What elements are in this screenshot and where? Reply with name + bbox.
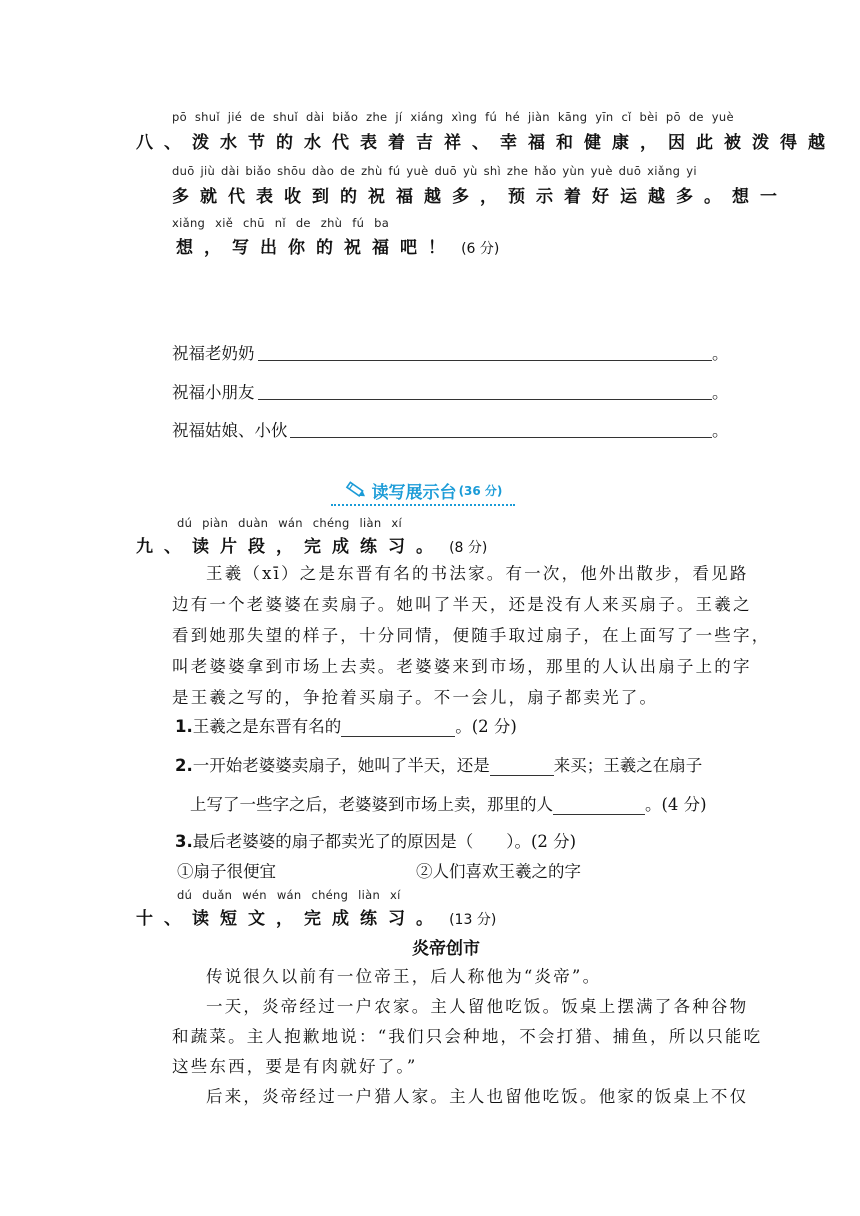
q9-option-2[interactable]: ②人们喜欢王羲之的字	[416, 862, 581, 881]
q8-pinyin-line3: xiǎng xiě chū nǐ de zhù fú ba	[172, 216, 390, 230]
q8-answer-line-1[interactable]	[258, 360, 712, 361]
q9-score: (8 分)	[449, 540, 488, 556]
q9-pinyin: dú piàn duàn wán chéng liàn xí	[177, 516, 403, 530]
q8-blank-end-1: 。	[712, 344, 731, 363]
section-title: 读写展示台	[371, 482, 457, 503]
q10-passage-line: 传说很久以前有一位帝王，后人称他为“炎帝”。	[206, 967, 602, 986]
q10-passage-line: 这些东西，要是有肉就好了。”	[172, 1057, 418, 1076]
q9-passage-line: 王羲（xī）之是东晋有名的书法家。有一次，他外出散步，看见路	[206, 564, 749, 583]
q10-passage-line: 和蔬菜。主人抱歉地说：“我们只会种地，不会打猎、捕鱼，所以只能吃	[172, 1027, 763, 1046]
q8-pinyin-line1: pō shuǐ jié de shuǐ dài biǎo zhe jí xiáng xìng fú hé jiàn kāng yīn cǐ bèi pō de yuè	[172, 110, 734, 124]
q9-passage-line: 看到她那失望的样子，十分同情，便随手取过扇子，在上面写了一些字，	[172, 626, 771, 645]
q10-score: (13 分)	[449, 912, 497, 928]
q10-passage-line: 后来，炎帝经过一户猎人家。主人也留他吃饭。他家的饭桌上不仅	[206, 1087, 749, 1106]
q9-option-1[interactable]: ①扇子很便宜	[177, 862, 276, 881]
q8-blank-end-2: 。	[712, 383, 731, 402]
q9-item-2-blank-1[interactable]	[490, 774, 554, 776]
q9-passage-line: 叫老婆婆拿到市场上去卖。老婆婆来到市场，那里的人认出扇子上的字	[172, 657, 752, 676]
q9-item-2: 2.一开始老婆婆卖扇子，她叫了半天，还是 来买；王羲之在扇子	[175, 756, 703, 775]
q8-blank-label-3: 祝福姑娘、小伙	[172, 421, 288, 440]
q8-text-line1: 八、泼水节的水代表着吉祥、幸福和健康，因此被泼得越	[136, 133, 836, 153]
q10-passage-line: 一天，炎帝经过一户农家。主人留他吃饭。饭桌上摆满了各种谷物	[206, 997, 749, 1016]
q9-heading: 九、读片段，完成练习。	[136, 537, 444, 557]
q10-pinyin: dú duǎn wén wán chéng liàn xí	[177, 888, 401, 902]
q10-heading: 十、读短文，完成练习。	[136, 909, 444, 929]
q9-item-3: 3.最后老婆婆的扇子都卖光了的原因是（ ）。(2 分)	[175, 832, 577, 851]
q9-item-1-blank[interactable]	[341, 735, 455, 737]
q8-answer-line-2[interactable]	[258, 399, 712, 400]
q8-blank-end-3: 。	[712, 421, 731, 440]
q9-item-2-blank-2[interactable]	[553, 813, 645, 815]
q8-blank-label-1: 祝福老奶奶	[172, 344, 255, 363]
section-score: (36 分)	[458, 483, 503, 498]
q9-item-2-cont: 上写了一些字之后，老婆婆到市场上卖，那里的人 。(4 分)	[190, 795, 707, 814]
q9-passage-line: 边有一个老婆婆在卖扇子。她叫了半天，还是没有人来买扇子。王羲之	[172, 595, 752, 614]
q8-answer-line-3[interactable]	[290, 437, 712, 438]
q8-pinyin-line2: duō jiù dài biǎo shōu dào de zhù fú yuè duō yù shì zhe hǎo yùn yuè duō xiǎng yi	[172, 164, 697, 178]
pencil-icon	[344, 481, 368, 499]
q8-text-line2: 多就代表收到的祝福越多，预示着好运越多。想一	[172, 187, 788, 207]
q10-story-title: 炎帝创市	[412, 939, 480, 959]
q8-blank-label-2: 祝福小朋友	[172, 383, 255, 402]
section-banner	[331, 476, 515, 506]
q9-passage-line: 是王羲之写的，争抢着买扇子。不一会儿，扇子都卖光了。	[172, 688, 659, 707]
q8-score: (6 分)	[461, 241, 500, 257]
q8-text-line3: 想，写出你的祝福吧！	[176, 238, 456, 258]
q9-item-1: 1.王羲之是东晋有名的 。(2 分)	[175, 717, 517, 736]
